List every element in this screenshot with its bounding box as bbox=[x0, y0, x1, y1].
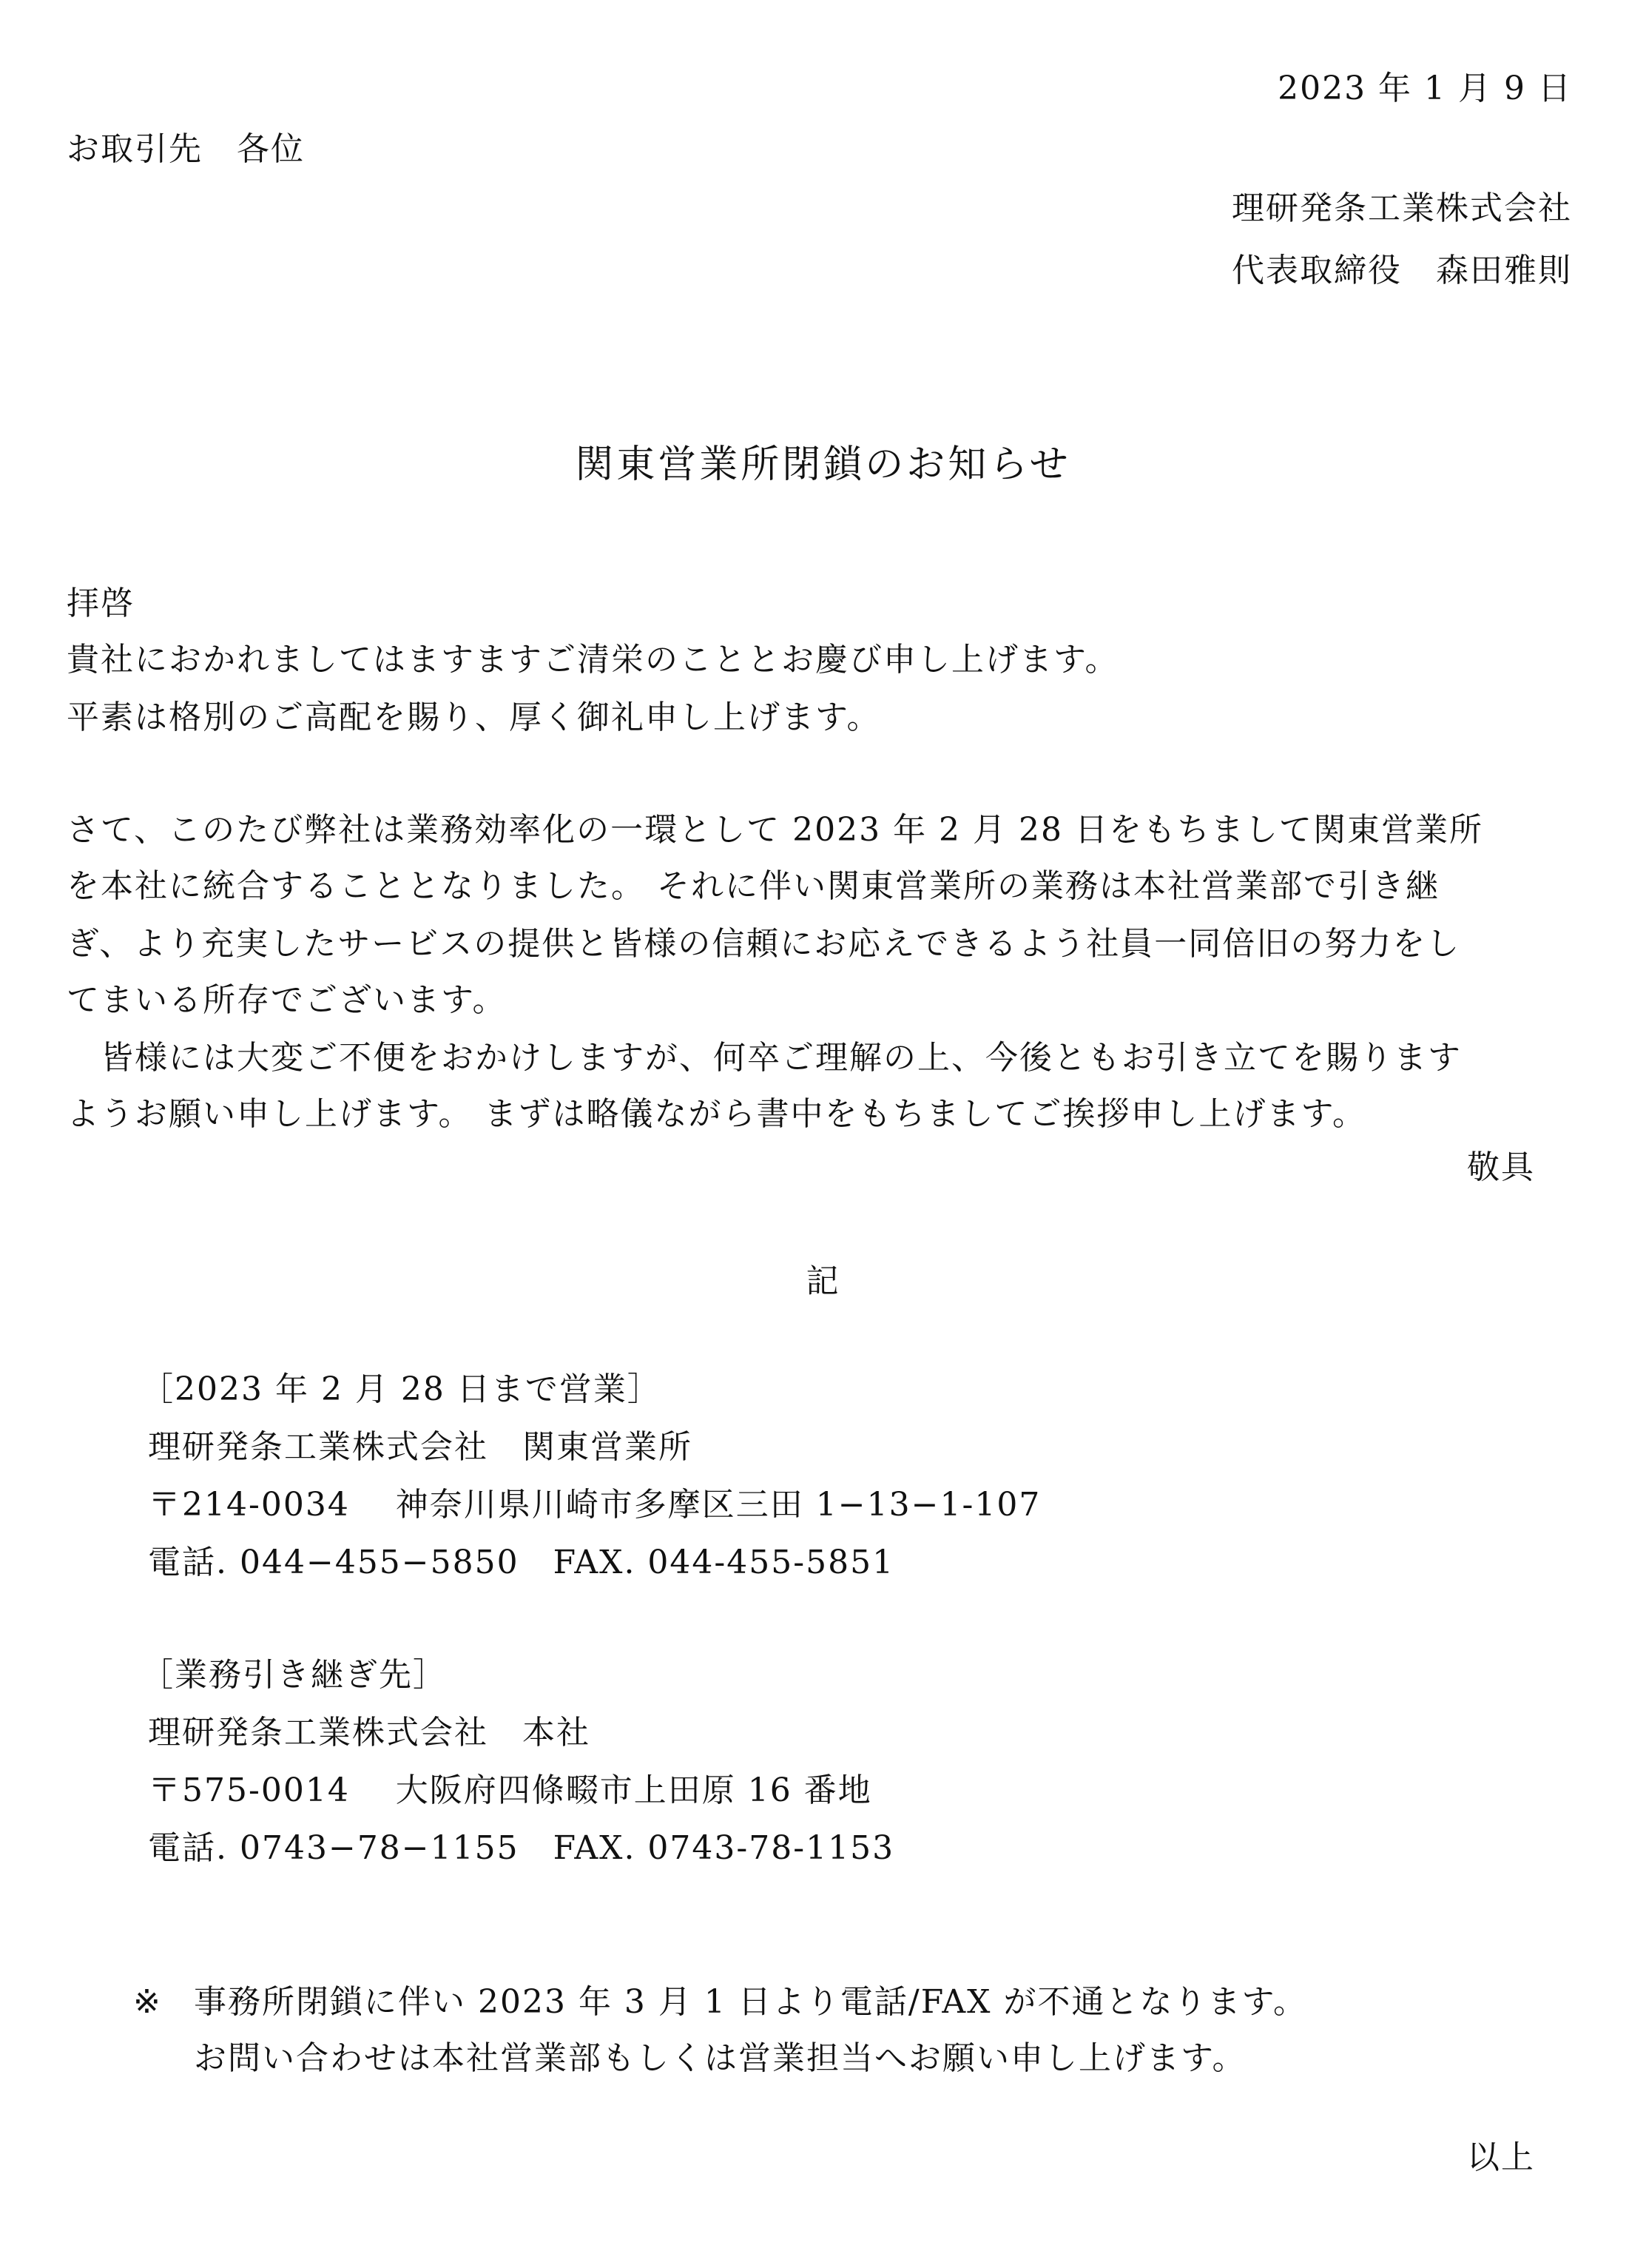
paragraph1-line-2: を本社に統合することとなりました。 それに伴い関東営業所の業務は本社営業部で引き継 bbox=[67, 867, 1440, 905]
paragraph1-line-1: さて、このたび弊社は業務効率化の一環として 2023 年 2 月 28 日をもちまして関東営業所 bbox=[67, 811, 1483, 849]
note-line-2: お問い合わせは本社営業部もしくは営業担当へお願い申し上げます。 bbox=[194, 2039, 1247, 2077]
closing-office-heading: ［2023 年 2 月 28 日まで営業］ bbox=[141, 1370, 661, 1408]
document-title: 関東営業所閉鎖のお知らせ bbox=[575, 443, 1071, 487]
sender-company: 理研発条工業株式会社 bbox=[1232, 189, 1572, 227]
salutation-opening: 拝啓 bbox=[67, 585, 135, 622]
closing-office-name: 理研発条工業株式会社 関東営業所 bbox=[148, 1428, 692, 1466]
successor-office-phone: 電話. 0743−78−1155 FAX. 0743-78-1153 bbox=[148, 1829, 895, 1867]
closing-office-phone: 電話. 044−455−5850 FAX. 044-455-5851 bbox=[148, 1544, 895, 1581]
salutation-closing: 敬具 bbox=[1467, 1148, 1535, 1186]
paragraph2-line-2: ようお願い申し上げます。 まずは略儀ながら書中をもちましてご挨拶申し上げます。 bbox=[67, 1095, 1366, 1133]
greeting-line-2: 平素は格別のご高配を賜り、厚く御礼申し上げます。 bbox=[67, 699, 881, 736]
paragraph1-line-3: ぎ、より充実したサービスの提供と皆様の信頼にお応えできるよう社員一同倍旧の努力をし bbox=[67, 925, 1461, 963]
note-mark: ※ bbox=[133, 1983, 162, 2021]
document-date: 2023 年 1 月 9 日 bbox=[1278, 70, 1572, 107]
successor-office-address: 〒575-0014 大阪府四條畷市上田原 16 番地 bbox=[148, 1771, 872, 1809]
recipient: お取引先 各位 bbox=[67, 130, 305, 168]
successor-office-name: 理研発条工業株式会社 本社 bbox=[148, 1714, 590, 1752]
successor-office-heading: ［業務引き継ぎ先］ bbox=[141, 1656, 447, 1694]
note-line-1: 事務所閉鎖に伴い 2023 年 3 月 1 日より電話/FAX が不通となります。 bbox=[194, 1983, 1307, 2021]
paragraph1-line-4: てまいる所存でございます。 bbox=[67, 981, 507, 1019]
greeting-line-1: 貴社におかれましてはますますご清栄のこととお慶び申し上げます。 bbox=[67, 641, 1119, 679]
sender-representative: 代表取締役 森田雅則 bbox=[1232, 252, 1572, 289]
paragraph2-line-1: 皆様には大変ご不便をおかけしますが、何卒ご理解の上、今後ともお引き立てを賜ります bbox=[67, 1039, 1462, 1077]
closing-office-address: 〒214-0034 神奈川県川崎市多摩区三田 1−13−1-107 bbox=[148, 1486, 1042, 1524]
ki-heading: 記 bbox=[806, 1262, 840, 1300]
document-end: 以上 bbox=[1467, 2139, 1535, 2176]
